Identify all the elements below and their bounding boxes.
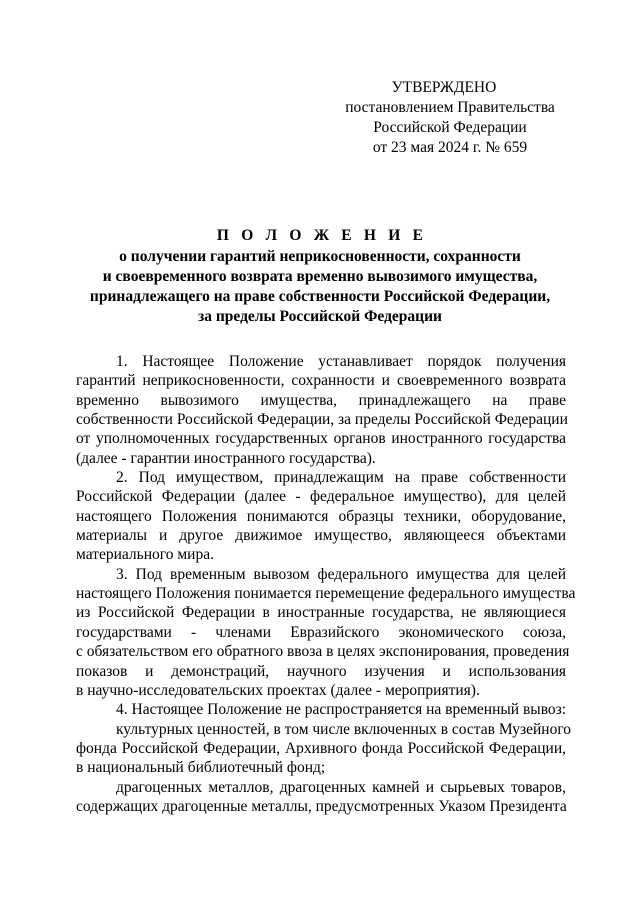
- subtitle-line: принадлежащего на праве собственности Российской Федерации,: [89, 288, 551, 305]
- document-body: [76, 352, 576, 816]
- subtitle-line: за пределы Российской Федерации: [198, 308, 442, 325]
- body-line: 3. Под временным вывозом федерального имущества для целей: [116, 565, 566, 583]
- document-subtitle: [70, 247, 570, 327]
- body-line: 1. Настоящее Положение устанавливает порядок получения: [116, 353, 566, 370]
- body-line: показов и демонстраций, научного изучения и использования: [76, 662, 566, 680]
- approval-line-3: от 23 мая 2024 г. № 659: [372, 139, 528, 156]
- body-line: 4. Настоящее Положение не распространяется на временный вывоз:: [116, 701, 567, 719]
- body-line: (далее - гарантии иностранного государства).: [76, 449, 376, 467]
- body-line: материалы и другое движимое имущество, являющееся объектами: [76, 527, 566, 545]
- body-line: настоящего Положения понимаются образцы техники, оборудование,: [76, 507, 566, 525]
- body-line: временно вывозимого имущества, принадлежащего на праве: [76, 391, 566, 409]
- body-line: настоящего Положения понимается перемещение федерального имущества: [76, 585, 576, 603]
- body-line: в национальный библиотечный фонд;: [76, 759, 326, 777]
- body-line: с обязательством его обратного ввоза в целях экспонирования, проведения: [76, 643, 570, 661]
- body-line: государствами - членами Евразийского экономического союза,: [76, 623, 566, 641]
- body-line: содержащих драгоценные металлы, предусмотренных Указом Президента: [76, 797, 567, 815]
- body-line: гарантий неприкосновенности, сохранности и своевременного возврата: [76, 372, 566, 390]
- body-line: культурных ценностей, в том числе включенных в состав Музейного: [116, 720, 572, 738]
- approval-heading: УТВЕРЖДЕНО: [391, 79, 497, 96]
- body-line: фонда Российской Федерации, Архивного фонда Российской Федерации,: [76, 739, 566, 757]
- body-line: от уполномоченных государственных органов иностранного государства: [76, 430, 566, 448]
- approval-line-2: Российской Федерации: [373, 119, 527, 136]
- subtitle-line: о получении гарантий неприкосновенности, сохранности: [119, 248, 521, 265]
- approval-line-1: постановлением Правительства: [345, 99, 555, 116]
- body-line: материального мира.: [76, 546, 214, 564]
- body-line: в научно-исследовательских проектах (далее - мероприятия).: [76, 681, 480, 699]
- body-line: собственности Российской Федерации, за пределы Российской Федерации: [76, 411, 568, 429]
- body-line: драгоценных металлов, драгоценных камней и сырьевых товаров,: [116, 778, 566, 796]
- body-line: из Российской Федерации в иностранные государства, не являющиеся: [76, 604, 566, 622]
- body-line: 2. Под имуществом, принадлежащим на праве собственности: [116, 469, 566, 487]
- subtitle-line: и своевременного возврата временно вывозимого имущества,: [102, 268, 538, 285]
- approval-stamp: [300, 78, 600, 158]
- body-line: Российской Федерации (далее - федеральное имущество), для целей: [76, 488, 566, 506]
- document-title: П О Л О Ж Е Н И Е: [216, 227, 428, 244]
